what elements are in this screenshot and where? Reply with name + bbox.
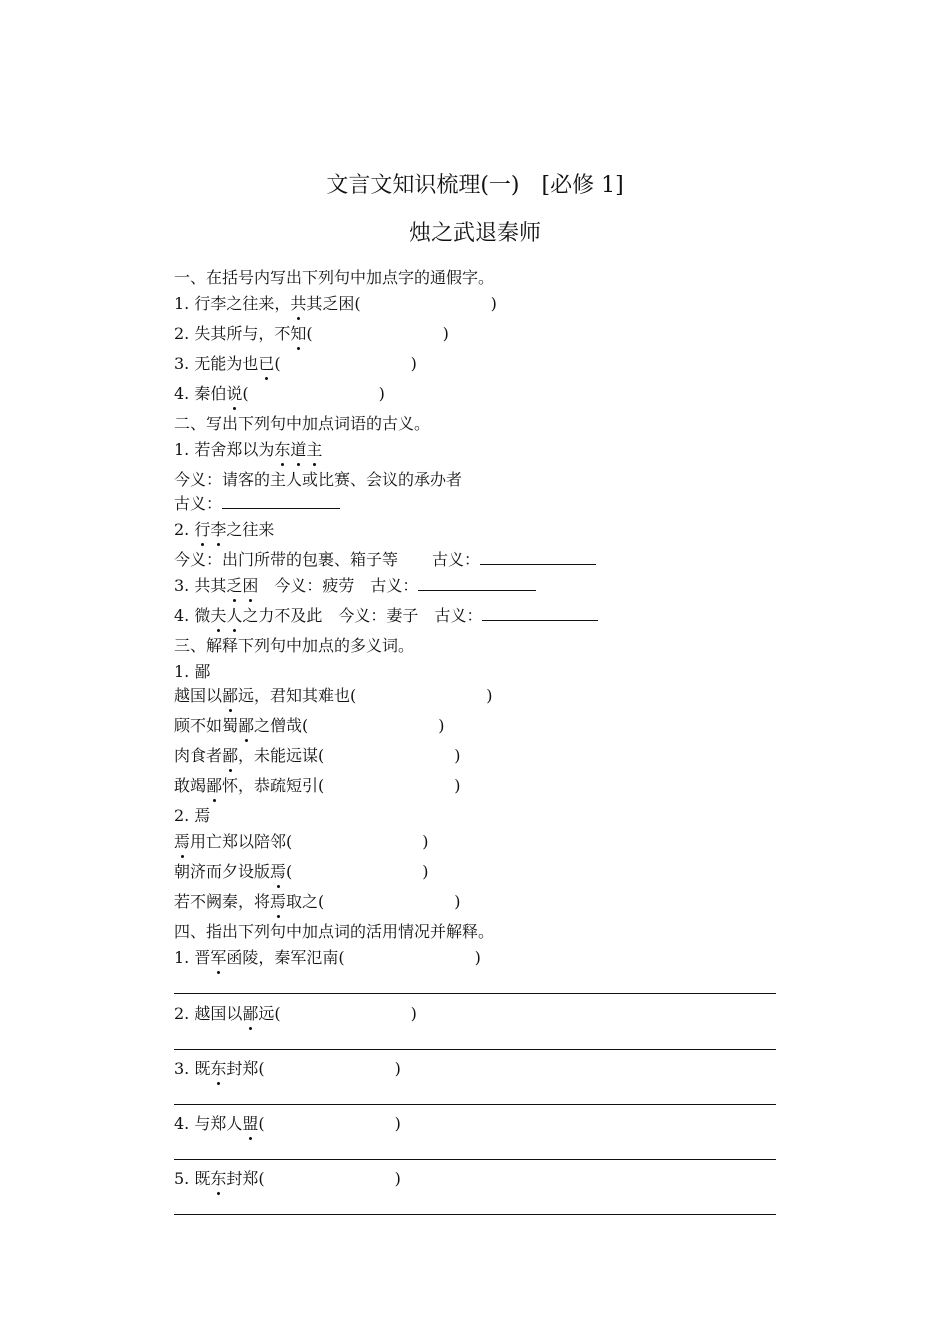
page-subtitle: 烛之武退秦师	[408, 221, 541, 246]
close-paren: )	[454, 776, 461, 795]
sentence-text: (	[286, 862, 293, 881]
polysemous-word: 鄙	[194, 662, 211, 681]
sentence-text: 取之(	[286, 892, 325, 911]
sentence-text: 肉食者	[174, 746, 223, 765]
sentence-text: 其乏困(	[306, 294, 361, 313]
sentence-text: 失其所与，不	[194, 324, 291, 343]
answer-blank[interactable]	[222, 494, 340, 509]
sentence-text: 越国以	[174, 686, 223, 705]
dotted-char: 东	[210, 1169, 227, 1188]
dotted-char: 盟	[242, 1114, 259, 1133]
dotted-char: 鄙	[242, 1004, 259, 1023]
sentence-text: (	[258, 1114, 265, 1133]
sentence-text: 行李之往来，	[194, 294, 291, 313]
sentence-text: 与郑人	[194, 1114, 243, 1133]
close-paren: )	[442, 324, 449, 343]
s2-q2-meanings	[174, 550, 596, 570]
s4-question-4	[174, 1114, 401, 1134]
sentence-text: 既	[194, 1059, 211, 1078]
dotted-char: 人	[226, 606, 243, 625]
sentence-text: 秦伯	[194, 384, 227, 403]
sentence-text: (	[306, 324, 313, 343]
question-number: 2.	[174, 520, 190, 539]
s3-line-4	[174, 776, 461, 796]
polysemous-word: 焉	[194, 806, 211, 825]
section-3-heading: 三、解释下列句中加点的多义词。	[174, 636, 415, 655]
s2-question-1	[174, 440, 322, 460]
sentence-text: 之力不及此	[242, 606, 323, 625]
question-number: 5.	[174, 1169, 190, 1188]
dotted-char: 困	[242, 576, 259, 595]
answer-blank[interactable]	[482, 606, 598, 621]
sentence-text: 晋	[194, 948, 211, 967]
close-paren: )	[422, 832, 429, 851]
s2-q1-ancient-meaning	[174, 494, 340, 514]
sentence-text: (	[242, 384, 249, 403]
section-2-heading: 二、写出下列句中加点词语的古义。	[174, 414, 431, 433]
s1-question-4	[174, 384, 385, 404]
s1-question-2	[174, 324, 449, 344]
s4-question-2	[174, 1004, 417, 1024]
page-title: 文言文知识梳理(一) [必修 1]	[326, 173, 624, 198]
dotted-char: 主	[306, 440, 323, 459]
sentence-text: 函陵，秦军氾南(	[226, 948, 345, 967]
answer-blank[interactable]	[418, 576, 536, 591]
dotted-char: 鄙	[238, 716, 255, 735]
s2-q1-modern-meaning: 今义：请客的主人或比赛、会议的承办者	[174, 470, 463, 489]
question-number: 1.	[174, 948, 190, 967]
sentence-text: 若舍郑以为	[194, 440, 275, 459]
close-paren: )	[410, 1004, 417, 1023]
dotted-char: 军	[210, 948, 227, 967]
sentence-text: 敢竭	[174, 776, 207, 795]
close-paren: )	[438, 716, 445, 735]
section-1-heading: 一、在括号内写出下列句中加点字的通假字。	[174, 268, 495, 287]
dotted-char: 鄙	[206, 776, 223, 795]
sentence-text: 远，君知其难也(	[238, 686, 357, 705]
close-paren: )	[378, 384, 385, 403]
s2-question-2	[174, 520, 274, 540]
dotted-char: 焉	[174, 832, 191, 851]
close-paren: )	[394, 1114, 401, 1133]
sentence-text: 怀，恭疏短引(	[222, 776, 325, 795]
sentence-text: 封郑(	[226, 1059, 265, 1078]
dotted-char: 道	[290, 440, 307, 459]
s4-question-1	[174, 948, 481, 968]
dotted-char: 东	[210, 1059, 227, 1078]
modern-meaning: 今义：疲劳	[274, 576, 355, 595]
s3-line-3	[174, 746, 461, 766]
dotted-char: 乏	[226, 576, 243, 595]
s2-question-3	[174, 576, 536, 596]
sentence-text: 无能为也	[194, 354, 259, 373]
sentence-text: 微	[194, 606, 211, 625]
dotted-char: 知	[290, 324, 307, 343]
s3-line-5	[174, 832, 429, 852]
dotted-char: 焉	[270, 862, 287, 881]
close-paren: )	[422, 862, 429, 881]
ancient-label: 古义：	[174, 494, 223, 513]
s3-group-2	[174, 806, 210, 826]
s2-question-4	[174, 606, 598, 626]
dotted-char: 行	[194, 520, 211, 539]
close-paren: )	[454, 746, 461, 765]
question-number: 1.	[174, 440, 190, 459]
s3-line-2	[174, 716, 445, 736]
question-number: 4.	[174, 606, 190, 625]
answer-blank[interactable]	[480, 550, 596, 565]
sentence-text: 共其	[194, 576, 227, 595]
close-paren: )	[394, 1059, 401, 1078]
sentence-text: 用亡郑以陪邻(	[190, 832, 293, 851]
s3-line-7	[174, 892, 461, 912]
close-paren: )	[486, 686, 493, 705]
s3-group-1	[174, 662, 210, 682]
s3-line-1	[174, 686, 493, 706]
answer-line[interactable]	[174, 1214, 776, 1215]
dotted-char: 夫	[210, 606, 227, 625]
question-number: 4.	[174, 384, 190, 403]
answer-line[interactable]	[174, 1159, 776, 1160]
sentence-text: 封郑(	[226, 1169, 265, 1188]
sentence-text: 之往来	[226, 520, 275, 539]
dotted-char: 焉	[270, 892, 287, 911]
answer-line[interactable]	[174, 1104, 776, 1105]
s1-question-3	[174, 354, 417, 374]
close-paren: )	[454, 892, 461, 911]
sentence-text: 越国以	[194, 1004, 243, 1023]
dotted-char: 已	[258, 354, 275, 373]
modern-meaning: 今义：妻子	[338, 606, 419, 625]
close-paren: )	[410, 354, 417, 373]
sentence-text: 既	[194, 1169, 211, 1188]
question-number: 2.	[174, 324, 190, 343]
answer-line[interactable]	[174, 1049, 776, 1050]
close-paren: )	[394, 1169, 401, 1188]
question-number: 2.	[174, 1004, 190, 1023]
sentence-text: 之僧哉(	[254, 716, 309, 735]
dotted-char: 李	[210, 520, 227, 539]
question-number: 1.	[174, 294, 190, 313]
dotted-char: 共	[290, 294, 307, 313]
close-paren: )	[490, 294, 497, 313]
dotted-char: 鄙	[222, 746, 239, 765]
ancient-label: 古义：	[434, 606, 483, 625]
sentence-text: (	[274, 354, 281, 373]
modern-meaning: 今义：出门所带的包裹、箱子等	[174, 550, 399, 569]
ancient-label: 古义：	[370, 576, 419, 595]
s4-question-5	[174, 1169, 401, 1189]
s4-question-3	[174, 1059, 401, 1079]
ancient-label: 古义：	[432, 550, 481, 569]
section-4-heading: 四、指出下列句中加点词的活用情况并解释。	[174, 922, 495, 941]
sentence-text: ，未能远谋(	[238, 746, 325, 765]
sentence-text: 远(	[258, 1004, 281, 1023]
sentence-text: 若不阙秦，将	[174, 892, 271, 911]
question-number: 3.	[174, 354, 190, 373]
dotted-char: 鄙	[222, 686, 239, 705]
dotted-char: 东	[274, 440, 291, 459]
answer-line[interactable]	[174, 993, 776, 994]
question-number: 4.	[174, 1114, 190, 1133]
question-number: 1.	[174, 662, 190, 681]
question-number: 3.	[174, 576, 190, 595]
question-number: 3.	[174, 1059, 190, 1078]
s3-line-6	[174, 862, 429, 882]
sentence-text: 顾不如蜀	[174, 716, 239, 735]
dotted-char: 说	[226, 384, 243, 403]
close-paren: )	[474, 948, 481, 967]
s1-question-1	[174, 294, 497, 314]
question-number: 2.	[174, 806, 190, 825]
sentence-text: 朝济而夕设版	[174, 862, 271, 881]
